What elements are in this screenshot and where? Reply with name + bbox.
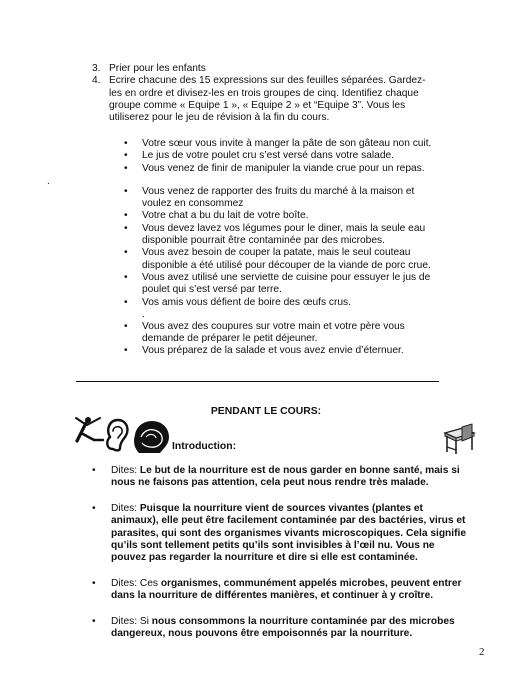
- scenario-list: [122, 138, 438, 358]
- scenario-text: Votre chat a bu du lait de votre boîte.: [142, 210, 309, 222]
- scenario-item: [122, 272, 438, 297]
- dites-prefix: Dites:: [111, 502, 138, 514]
- scenario-item: [122, 210, 438, 222]
- dites-text: Le but de la nourriture est de nous garder en bonne santé, mais si nous ne faisons pas attention, cela peut nous rendre très malade.: [111, 465, 460, 489]
- bullet-icon: •: [124, 320, 128, 332]
- bullet-icon: •: [124, 222, 128, 234]
- bullet-icon: •: [124, 271, 128, 283]
- scenario-item: [122, 186, 438, 211]
- bullet-icon: •: [124, 247, 128, 259]
- item-number: 4.: [92, 75, 101, 87]
- bullet-icon: •: [124, 150, 128, 162]
- school-desk-icon: [441, 423, 477, 455]
- numbered-item: [92, 63, 437, 75]
- bullet-icon: •: [92, 502, 96, 514]
- numbered-item: [92, 75, 437, 124]
- bullet-icon: •: [92, 577, 96, 589]
- scenario-text: Le jus de votre poulet cru s’est versé dans votre salade.: [142, 150, 394, 162]
- stretching-figure-icon: [76, 417, 103, 441]
- numbered-list: [92, 63, 437, 124]
- scenario-item: [122, 163, 438, 175]
- bullet-icon: •: [124, 210, 128, 222]
- dites-text: Puisque la nourriture vient de sources vivantes (plantes et animaux), elle peut être facilement contaminée par des bactéries, virus et parasites, qui sont des organismes vivants microscopiques. Cela signifie qu’ils sont tellement petits qu’ils sont invisibles à l’œil nu. Vous ne pouvez pas regarder la nourriture et dire si elle est contaminée.: [111, 502, 466, 564]
- scenario-text: Vous avez des coupures sur votre main et votre père vous demande de préparer le petit déjeuner.: [142, 320, 405, 345]
- scenario-text: Vos amis vous défient de boire des œufs crus.: [142, 296, 351, 308]
- scenario-text: Votre sœur vous invite à manger la pâte de son gâteau non cuit.: [142, 138, 432, 149]
- dites-item: [92, 503, 467, 565]
- intro-icons: [73, 415, 173, 455]
- bullet-icon: •: [124, 345, 128, 357]
- bullet-icon: •: [124, 162, 128, 174]
- dites-item: [92, 616, 467, 641]
- dites-list: [92, 465, 467, 653]
- bullet-icon: •: [124, 138, 128, 149]
- scenario-item: [122, 223, 438, 248]
- scenario-item: [122, 321, 438, 346]
- bullet-icon: •: [124, 296, 128, 308]
- page-number: 2: [479, 646, 485, 658]
- item-text: Prier pour les enfants: [109, 63, 206, 74]
- head-profile-icon: [134, 421, 169, 453]
- scenario-item: [122, 297, 438, 309]
- scenario-text: Vous devez lavez vos légumes pour le diner, mais la seule eau disponible pourrait être contaminée par des microbes.: [142, 222, 426, 247]
- scenario-text: Vous avez besoin de couper la patate, mais le seul couteau disponible a été utilisé pour découper de la viande de porc crue.: [142, 247, 431, 271]
- scenario-text: Vous venez de rapporter des fruits du marché à la maison et voulez en consommez: [142, 185, 415, 210]
- item-number: 3.: [92, 63, 101, 74]
- bullet-icon: •: [92, 465, 96, 476]
- scenario-item: [122, 247, 438, 272]
- ear-icon: [107, 420, 127, 450]
- stray-dot: .: [47, 176, 50, 187]
- dites-prefix: Dites:: [111, 577, 138, 589]
- item-text: Ecrire chacune des 15 expressions sur des feuilles séparées. Gardez-les en ordre et divisez-les en trois groupes de cinq. Identifiez chaque groupe comme « Equipe 1 », « Equipe 2 » et “Equipe 3”. Vous les utiliserez pour le jeu de révision à la fin du cours.: [109, 75, 426, 124]
- separator-dot: .: [142, 308, 145, 320]
- introduction-label: Introduction:: [172, 441, 237, 452]
- scenario-item: [122, 138, 438, 150]
- dites-prefix: Dites:: [111, 465, 138, 476]
- scenario-item: [122, 345, 438, 357]
- dites-prefix: Dites:: [111, 615, 138, 627]
- bullet-icon: •: [124, 185, 128, 197]
- scenario-text: Vous avez utilisé une serviette de cuisine pour essuyer le jus de poulet qui s’est versé par terre.: [142, 271, 431, 296]
- section-title: PENDANT LE COURS:: [210, 406, 322, 417]
- dites-item: [92, 578, 467, 603]
- dites-text: organismes, communément appelés microbes, peuvent entrer dans la nourriture de différentes manières, et continuer à y croître.: [111, 577, 462, 602]
- scenario-text: Vous venez de finir de manipuler la viande crue pour un repas.: [142, 162, 425, 174]
- dites-text: Ces: [137, 577, 161, 589]
- scenario-text: Vous préparez de la salade et vous avez envie d’éternuer.: [142, 345, 404, 357]
- group-spacer: [122, 175, 438, 186]
- dites-text: Si: [137, 615, 152, 627]
- bullet-icon: •: [92, 615, 96, 627]
- dites-item: [92, 465, 467, 490]
- dites-text: nous consommons la nourriture contaminée par des microbes dangereux, nous pouvons être empoisonnés par la nourriture.: [111, 615, 455, 640]
- scenario-item: [122, 150, 438, 162]
- section-divider: [76, 381, 439, 382]
